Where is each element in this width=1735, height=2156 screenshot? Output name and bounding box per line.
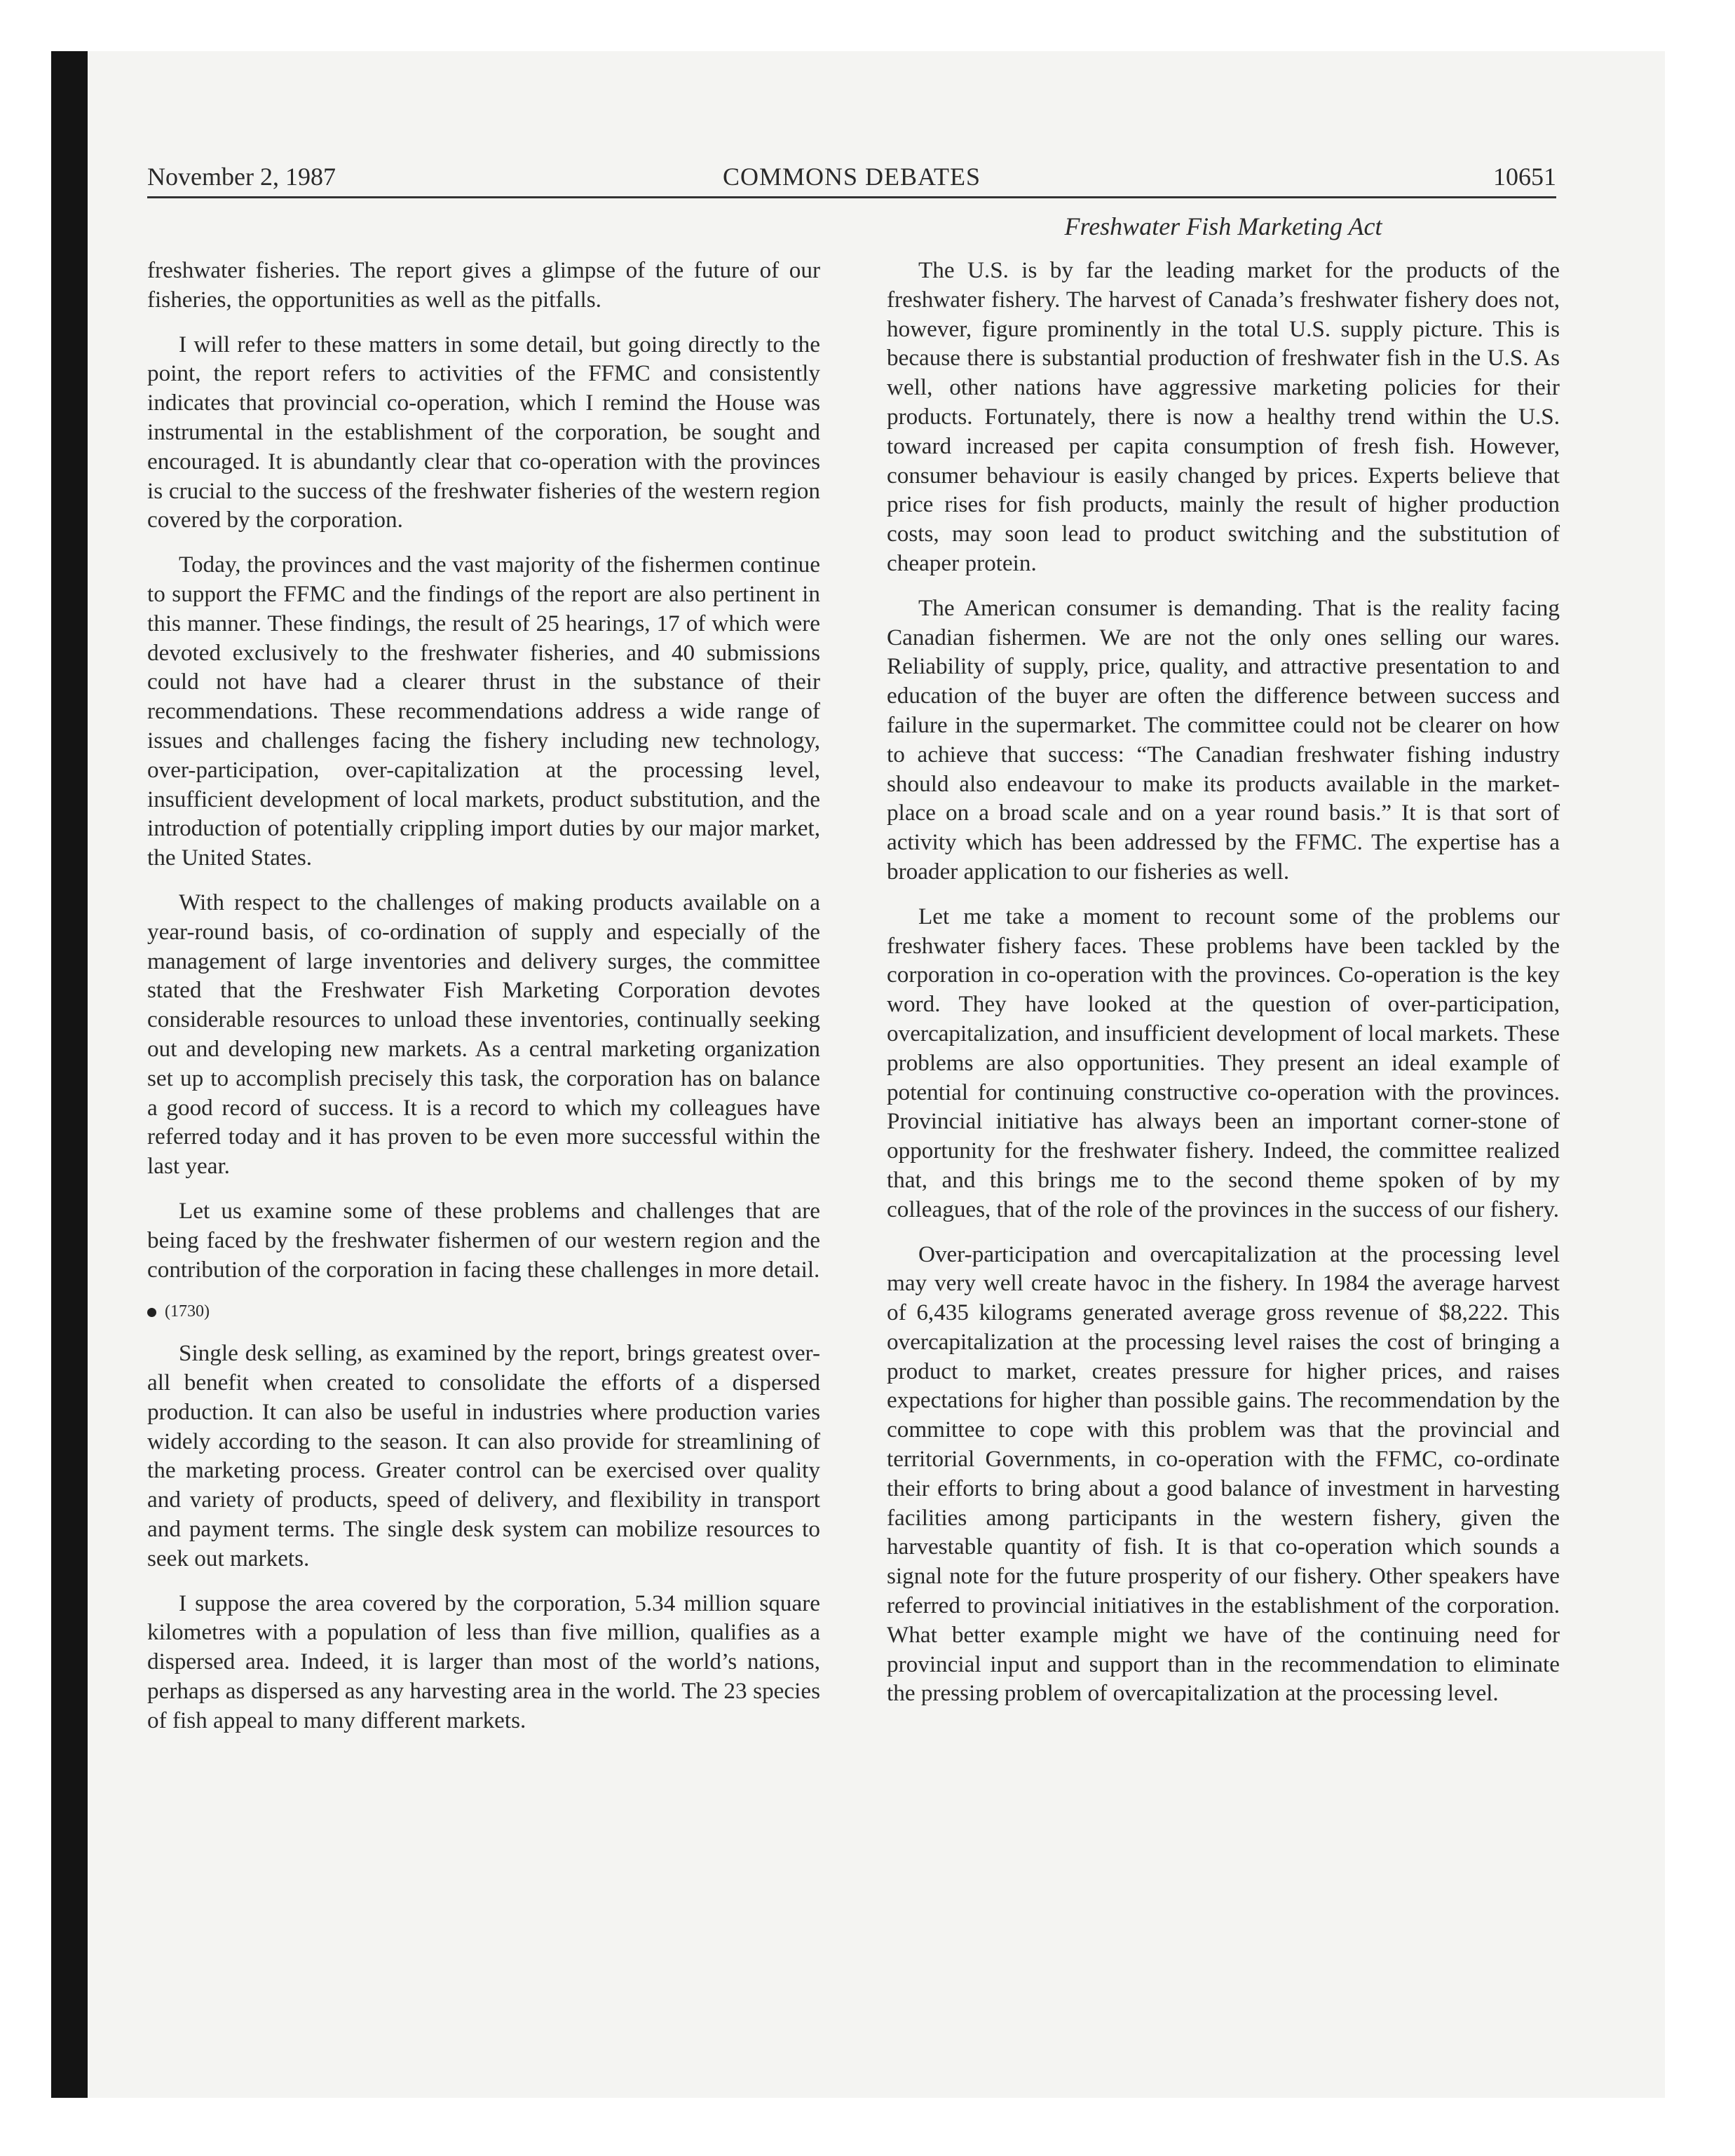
bullet-dot-icon — [147, 1308, 156, 1317]
paragraph: I will refer to these matters in some detail, but going directly to the point, the report refers to activities of the FFMC and consistently indicates that provincial co-operation, which I remind the House was instrumental in the establishment of the corporation, be sought and encouraged. It is abundantly clear that co-operation with the provinces is crucial to the success of the freshwater fisheries of the western region covered by the corporation. — [147, 331, 820, 533]
paragraph: I suppose the area covered by the corporation, 5.34 million square kilometres with a population of less than five million, qualifies as a dispersed area. Indeed, it is larger than most of the world’s nations, perhaps as dispersed as any harvesting area in the world. The 23 species of fish appeal to many different markets. — [147, 1590, 820, 1733]
scan-edge-bar — [51, 51, 88, 2098]
paragraph: The U.S. is by far the leading market for the products of the freshwater fishery. The harvest of Canada’s freshwater fishery does not, however, figure prominently in the total U.S. supply picture. This is because there is substantial production of freshwater fish in the U.S. As well, other nations have aggressive marketing policies for their products. Fortunately, there is now a healthy trend within the U.S. toward increased per capita consumption of fresh fish. However, consumer behaviour is easily changed by prices. Experts believe that price rises for fish products, mainly the result of higher production costs, may soon lead to product switching and the substitution of cheaper protein. — [887, 257, 1560, 576]
time-marker-text: (1730) — [165, 1302, 210, 1321]
paragraph: The American consumer is demanding. That is the reality facing Canadian fishermen. We are not the only ones selling our wares. Reliability of supply, price, quality, and attractive presentation to and education of the buyer are often the difference between success and failure in the supermarket. The committee could not be clearer on how to achieve that success: “The Canadian freshwater fishing industry should also endeavour to make its products available in the market-place on a broad scale and on a year round basis.” It is that sort of activity which has been addressed by the FFMC. The expertise has a broader application to our fisheries as well. — [887, 594, 1560, 885]
paragraph: Let me take a moment to recount some of the problems our freshwater fishery faces. These problems have been tackled by the corporation in co-operation with the provinces. Co-operation is the key word. They have looked at the question of over-participation, overcapitalization, and insufficient development of local markets. These problems are also opportunities. They present an ideal example of potential for continuing constructive co-operation with the provinces. Provincial initiative has always been an important corner-stone of opportunity for the freshwater fishery. Indeed, the committee realized that, and this brings me to the second theme spoken of by my colleagues, that of the role of the provinces in the success of our fishery. — [887, 903, 1560, 1222]
paragraph: Single desk selling, as examined by the report, brings greatest over-all benefit when created to consolidate the efforts of a dispersed production. It can also be useful in industries where production varies widely according to the season. It can also provide for streamlining of the marketing process. Greater control can be exercised over quality and variety of products, speed of delivery, and flexibility in transport and payment terms. The single desk system can mobilize resources to seek out markets. — [147, 1340, 820, 1571]
header-date: November 2, 1987 — [147, 163, 336, 191]
paragraph: Over-participation and overcapitalization at the processing level may very well create havoc in the fishery. In 1984 the average harvest of 6,435 kilograms generated average gross revenue of $8,222. This overcapitalization at the processing level raises the cost of bringing a product to market, creates pressure for higher prices, and raises expectations for higher than possible gains. The recommendation by the committee to cope with this problem was that the provincial and territorial Governments, in co-operation with the FFMC, co-ordinate their efforts to bring about a good balance of investment in harvesting facilities among participants in the western fishery, given the harvestable quantity of fish. It is that co-operation which sounds a signal note for the future prosperity of our fishery. Other speakers have referred to provincial initiatives in the establishment of the corporation. What better example might we have of the continuing need for provincial input and support than in the recommendation to eliminate the pressing problem of overcapitalization at the processing level. — [887, 1241, 1560, 1707]
paragraph: Let us examine some of these problems and challenges that are being faced by the freshwater fishermen of our western region and the contribution of the corporation in facing these challenges in more detail. — [147, 1197, 820, 1283]
running-header — [147, 160, 1556, 198]
paragraph: freshwater fisheries. The report gives a glimpse of the future of our fisheries, the opportunities as well as the pitfalls. — [147, 257, 820, 313]
header-publication: COMMONS DEBATES — [722, 163, 981, 191]
paragraph: Today, the provinces and the vast majority of the fishermen continue to support the FFMC and the findings of the report are also pertinent in this manner. These findings, the result of 25 hearings, 17 of which were devoted exclusively to the freshwater fisheries, and 40 submissions could not have had a clearer thrust in the substance of their recommendations. These recommendations address a wide range of issues and challenges facing the fishery including new technology, over-participation, over-capitalization at the processing level, insufficient development of local markets, product substitution, and the introduction of potentially crippling import duties by our major market, the United States. — [147, 552, 820, 871]
left-column — [147, 256, 820, 1735]
header-page-number: 10651 — [1493, 163, 1556, 191]
time-marker — [147, 1299, 820, 1323]
paragraph: With respect to the challenges of making products available on a year-round basis, of co-ordination of supply and especially of the management of large inventories and delivery surges, the committee stated that the Freshwater Fish Marketing Corporation devotes considerable resources to unload these inventories, continually seeking out and developing new markets. As a central marketing organization set up to accomplish precisely this task, the corporation has on balance a good record of success. It is a record to which my colleagues have referred today and it has proven to be even more successful within the last year. — [147, 889, 820, 1180]
right-column — [887, 256, 1560, 1708]
subject-heading: Freshwater Fish Marketing Act — [1064, 212, 1382, 240]
